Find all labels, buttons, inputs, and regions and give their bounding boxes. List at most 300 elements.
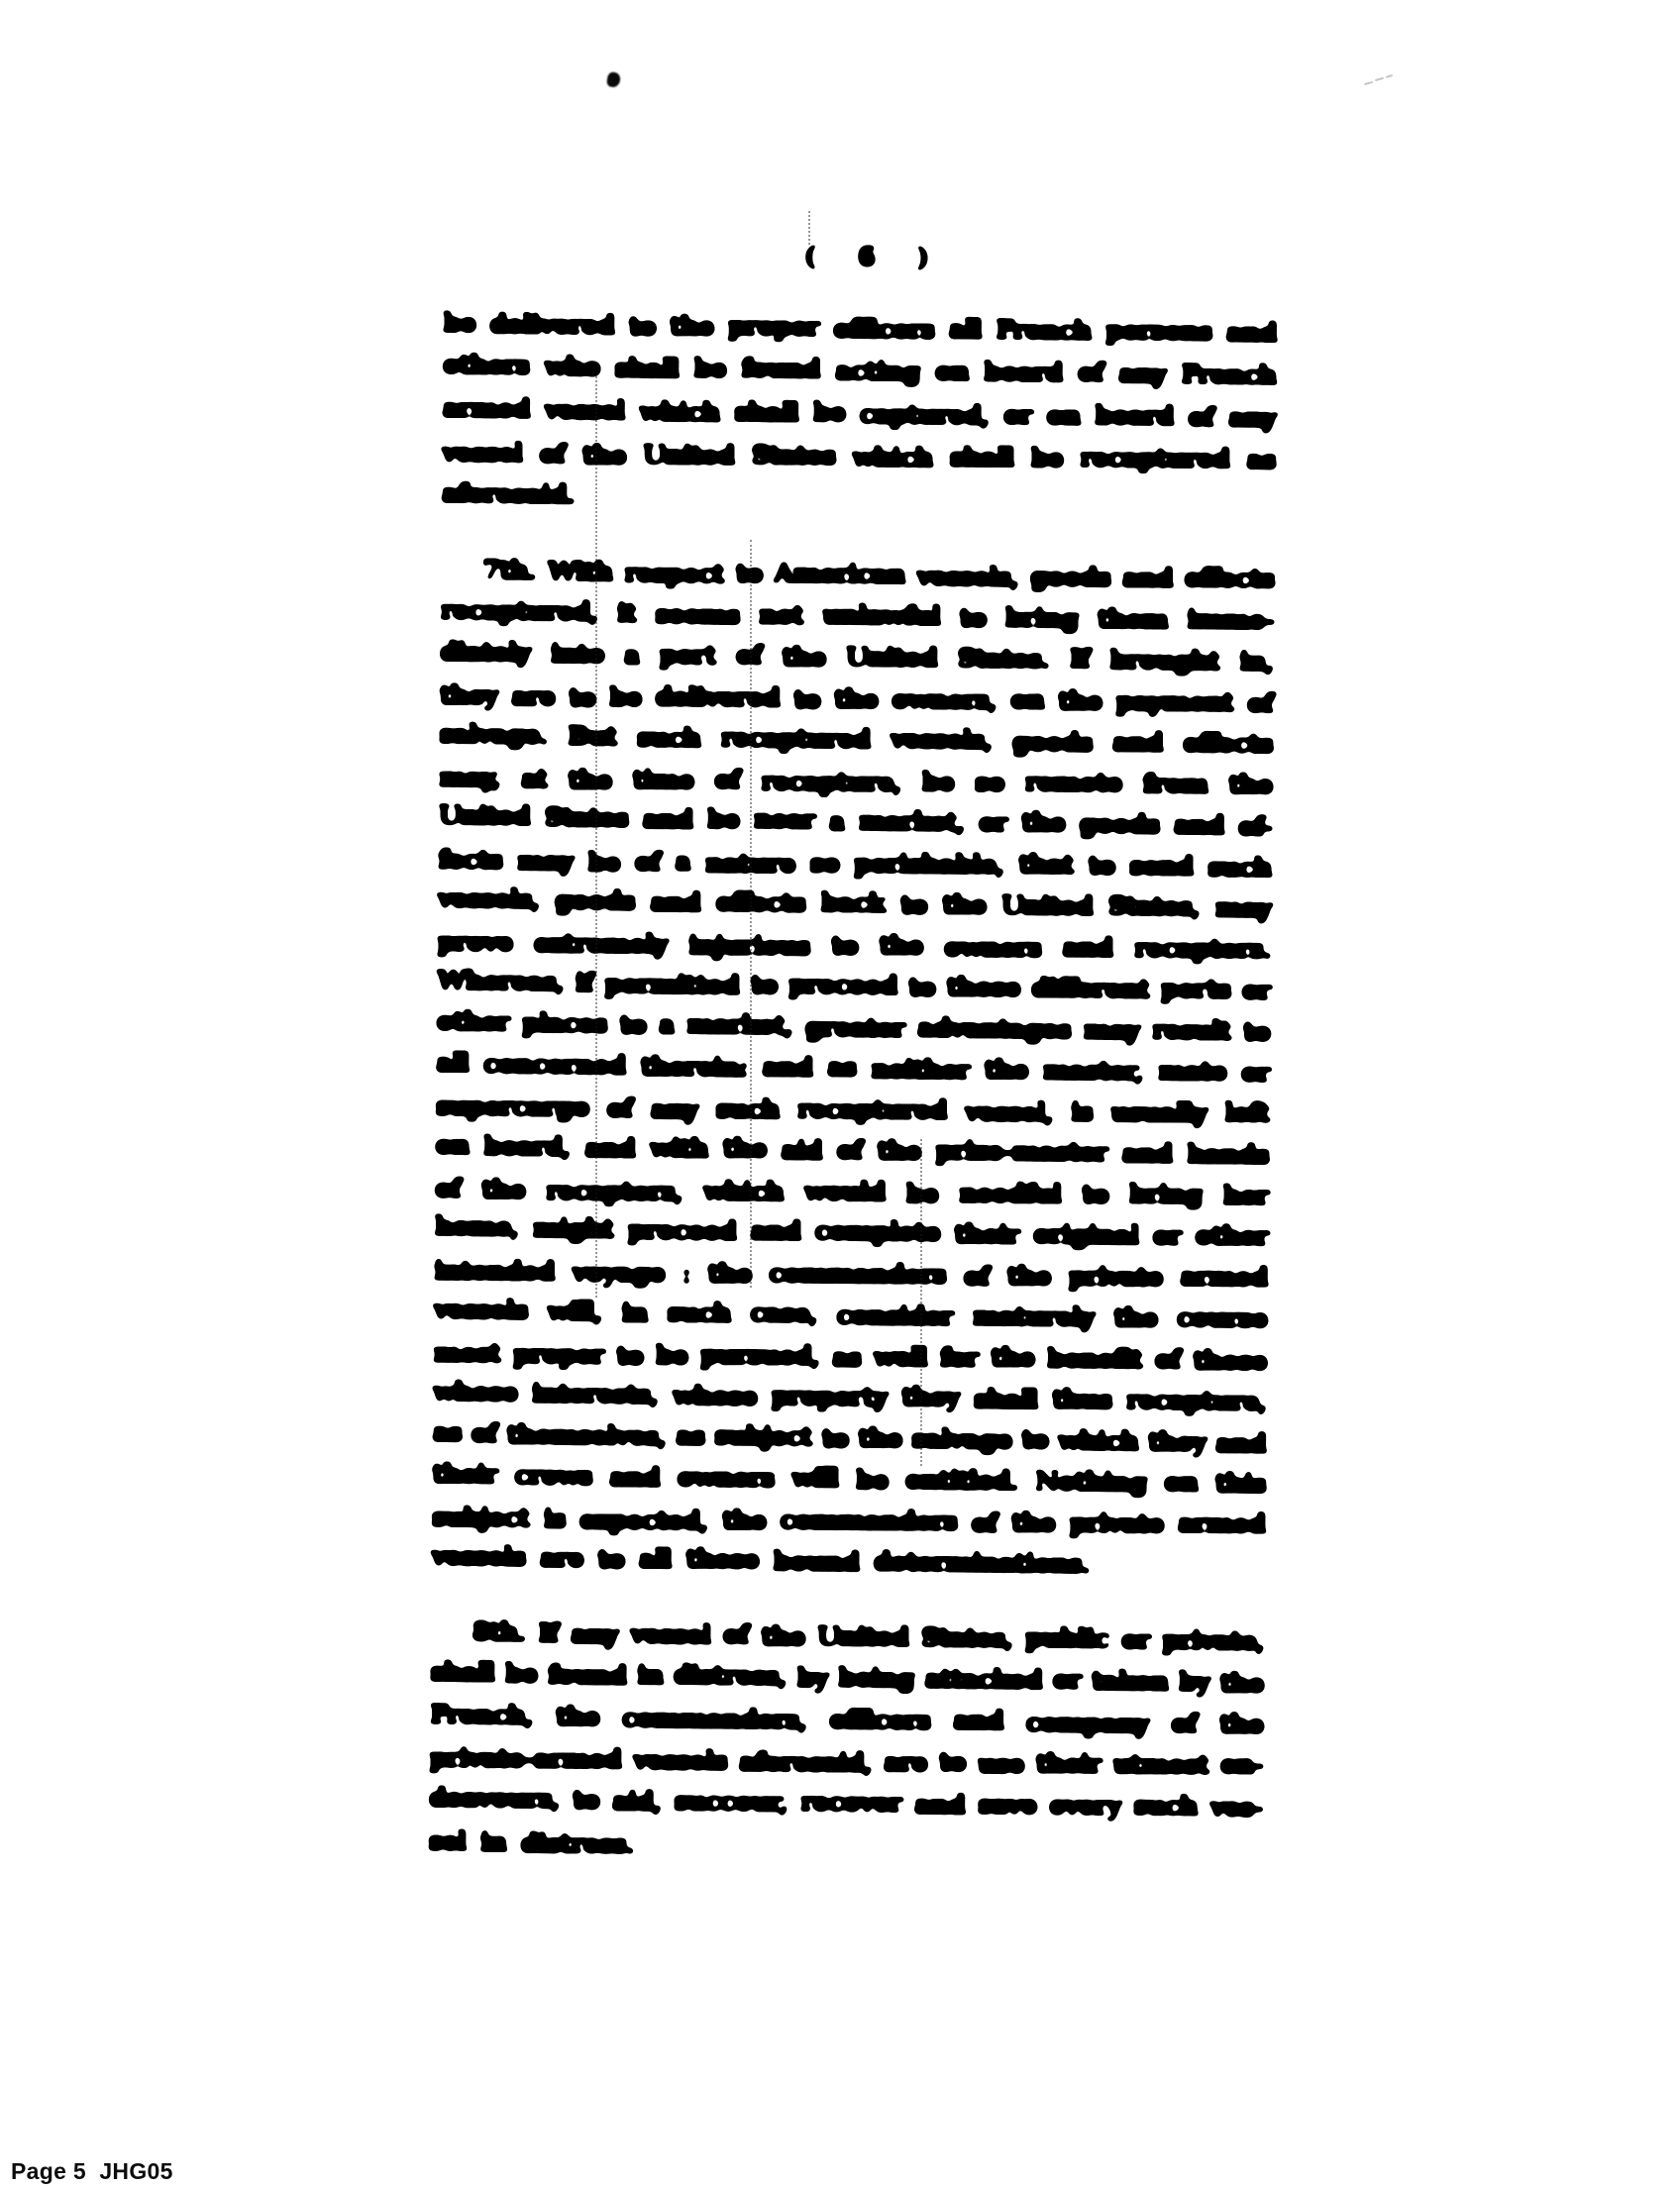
word-blob: as: [675, 1419, 705, 1452]
word-blob: of: [1077, 357, 1104, 389]
word-blob: perishable,: [853, 848, 1004, 881]
text-line: [431, 1536, 1265, 1587]
word-blob: United: [1000, 889, 1094, 922]
word-blob: to: [907, 972, 936, 1003]
word-blob: them: [1097, 603, 1169, 636]
word-blob: United: [642, 440, 735, 471]
word-blob: to: [1087, 850, 1115, 882]
word-blob: ef-: [1237, 811, 1273, 843]
word-blob: or: [1051, 1664, 1082, 1696]
word-blob: any: [1227, 402, 1277, 434]
word-blob: delivered: [654, 680, 781, 713]
word-blob: of: [735, 640, 763, 672]
word-blob: remote: [1023, 766, 1122, 798]
word-blob: be: [1029, 443, 1064, 474]
word-blob: from: [1141, 768, 1208, 800]
word-blob: vessel: [441, 437, 523, 469]
word-blob: be: [586, 846, 621, 879]
word-blob: the: [706, 1258, 752, 1290]
word-blob: :: [682, 1258, 690, 1290]
text-line: [435, 1125, 1269, 1176]
word-blob: injurious: [687, 929, 810, 962]
word-blob: to: [958, 602, 987, 634]
word-blob: being: [837, 1662, 915, 1694]
word-blob: on: [1009, 683, 1045, 716]
word-blob: be: [706, 803, 740, 836]
word-blob: and: [1214, 1427, 1267, 1460]
word-blob: such: [1132, 1790, 1198, 1822]
word-blob: interests,: [531, 1378, 659, 1410]
word-blob: so: [974, 767, 1004, 798]
word-blob: recaptured: [719, 722, 871, 756]
word-blob: and: [1225, 317, 1277, 349]
word-blob: distress.: [520, 1827, 634, 1860]
word-blob: near: [752, 803, 815, 836]
word-blob: subject: [713, 1419, 812, 1452]
word-blob: entitled.: [904, 1464, 1018, 1498]
word-blob: prove: [436, 926, 513, 958]
word-blob: private: [1067, 1261, 1163, 1293]
word-blob: American: [773, 558, 905, 591]
word-blob: prize-master: [934, 1135, 1108, 1169]
word-blob: and: [1173, 809, 1224, 842]
word-blob: are: [510, 680, 556, 712]
word-blob: the: [833, 683, 879, 715]
word-blob: effects: [714, 886, 806, 919]
word-blob: by: [1178, 1666, 1210, 1698]
word-blob: and: [749, 1215, 801, 1248]
word-blob: public: [1024, 1621, 1109, 1654]
word-blob: ports: [1159, 973, 1231, 1005]
word-blob: their: [431, 1458, 498, 1491]
word-blob: consider: [835, 1300, 954, 1333]
word-blob: nature: [703, 847, 795, 880]
text-line: [428, 1778, 1262, 1829]
word-blob: port: [658, 639, 716, 672]
word-blob: the: [857, 1422, 902, 1454]
word-blob: would: [803, 1176, 886, 1207]
word-blob: aid: [780, 1135, 823, 1167]
word-blob: the: [1057, 684, 1102, 717]
word-blob: persons: [1104, 315, 1212, 348]
word-blob: to: [596, 1544, 625, 1576]
word-blob: vessels: [433, 1294, 528, 1326]
open-paren: (: [803, 241, 816, 272]
word-blob: are: [883, 1746, 928, 1778]
word-blob: who: [543, 351, 600, 383]
word-blob: recaptured,: [439, 594, 598, 628]
word-blob: those: [1192, 1344, 1267, 1377]
word-blob: vessels,: [915, 561, 1019, 593]
word-blob: a: [658, 1008, 675, 1040]
word-blob: all: [435, 1047, 470, 1080]
word-blob: delivered: [488, 308, 615, 342]
word-blob: attacked: [923, 1663, 1043, 1696]
word-blob: a: [674, 846, 691, 878]
word-blob: shall: [949, 442, 1014, 474]
word-blob: shall: [613, 353, 680, 385]
word-blob: the: [941, 889, 987, 921]
word-blob: whose: [672, 1380, 758, 1412]
word-blob: permitted: [603, 969, 740, 1001]
word-blob: be: [812, 396, 846, 429]
word-blob: States,: [1106, 890, 1201, 923]
word-blob: the: [1112, 1302, 1158, 1334]
word-blob: market,: [685, 1008, 793, 1041]
word-blob: and: [583, 1132, 636, 1165]
word-blob: such: [636, 722, 701, 755]
word-blob: as: [432, 1416, 463, 1448]
word-blob: places: [521, 1007, 607, 1040]
word-blob: which: [851, 442, 933, 474]
word-blob: With: [547, 556, 613, 588]
word-blob: acting: [834, 356, 920, 388]
word-blob: as: [831, 1341, 862, 1374]
word-blob: French: [995, 314, 1092, 347]
word-blob: recaptors,: [545, 1175, 683, 1207]
word-blob: goods: [1011, 726, 1093, 759]
word-blob: to: [627, 311, 656, 343]
word-blob: be: [442, 307, 476, 340]
word-blob: board: [983, 357, 1063, 389]
word-blob: en-: [1219, 1748, 1264, 1780]
word-blob: of: [1154, 1343, 1181, 1375]
word-blob: to: [820, 1422, 849, 1454]
word-blob: seems: [654, 598, 740, 631]
word-blob: any: [570, 1618, 619, 1650]
word-blob: supercargo: [435, 1091, 589, 1123]
word-blob: be: [655, 1339, 688, 1371]
word-blob: the: [1020, 807, 1066, 839]
paragraph: [431, 551, 1275, 1587]
word-blob: the: [567, 764, 612, 796]
word-blob: States: [543, 801, 629, 834]
word-blob: home,: [434, 1210, 519, 1243]
word-blob: crews: [513, 1460, 592, 1493]
word-blob: 7th.: [481, 555, 537, 586]
document-body-text: [428, 303, 1277, 1870]
word-blob: therein:: [639, 1051, 748, 1084]
word-blob: bring: [1004, 602, 1079, 634]
page-number-header: [803, 238, 927, 278]
word-blob: goods: [1078, 808, 1160, 841]
word-blob: of: [434, 1173, 462, 1204]
text-line: [439, 714, 1273, 765]
word-blob: aforesaid.: [441, 477, 576, 511]
word-blob: use: [977, 1748, 1024, 1780]
word-blob: neither: [870, 1054, 970, 1087]
word-blob: of: [722, 1618, 750, 1650]
word-blob: the: [669, 311, 714, 343]
word-blob: succour,: [673, 1785, 788, 1818]
fold-line-artifact: [595, 376, 597, 1298]
word-blob: United: [845, 642, 938, 675]
word-blob: of: [1170, 1708, 1198, 1739]
word-blob: on: [434, 1129, 470, 1162]
word-blob: of: [713, 764, 741, 795]
word-blob: most: [432, 1337, 501, 1369]
word-blob: if: [574, 967, 594, 999]
word-blob: French: [1180, 359, 1277, 391]
word-blob: the: [878, 929, 923, 962]
word-blob: the: [990, 1341, 1035, 1374]
word-blob: back: [819, 887, 886, 919]
word-blob: to: [568, 681, 596, 713]
word-blob: the: [721, 1132, 767, 1165]
word-blob: greater: [804, 1011, 905, 1044]
text-line: [440, 632, 1274, 682]
word-blob: this: [1213, 1468, 1266, 1500]
word-blob: the: [1218, 1667, 1264, 1700]
word-blob: be: [504, 1657, 538, 1690]
word-blob: their: [953, 1218, 1020, 1251]
word-blob: commanders: [779, 1504, 958, 1537]
word-blob: in,: [1238, 646, 1274, 677]
word-blob: or: [1240, 1057, 1270, 1089]
word-blob: subject: [431, 1502, 530, 1533]
word-blob: of: [970, 1508, 998, 1539]
word-blob: taken: [1091, 1665, 1169, 1698]
word-blob: the: [1218, 1708, 1264, 1740]
word-blob: every: [1048, 1789, 1121, 1822]
word-blob: and: [649, 886, 701, 919]
word-blob: Whereas,: [436, 965, 565, 998]
word-blob: not: [758, 598, 804, 631]
paragraph: [428, 1613, 1264, 1870]
word-blob: the: [1010, 1507, 1056, 1538]
word-blob: found: [740, 353, 821, 385]
word-blob: at: [520, 763, 548, 794]
word-blob: to: [1242, 1016, 1271, 1048]
word-blob: usually: [1109, 1096, 1208, 1129]
text-line: [428, 1822, 1262, 1870]
word-blob: to: [1020, 1423, 1049, 1455]
word-blob: But: [567, 720, 617, 753]
word-blob: or: [1152, 1220, 1182, 1252]
pencil-mark-artifact: [1364, 73, 1406, 89]
word-blob: are: [539, 1542, 583, 1575]
word-blob: be: [608, 681, 642, 713]
word-blob: to: [572, 1784, 600, 1816]
word-blob: States,: [920, 1621, 1013, 1654]
word-blob: well: [873, 1341, 928, 1373]
word-blob: master,: [1041, 1055, 1144, 1088]
word-blob: officers: [828, 1704, 931, 1736]
word-blob: other: [1194, 1220, 1269, 1253]
word-blob: may: [1082, 1014, 1140, 1046]
word-blob: and: [1111, 727, 1164, 759]
word-blob: case,: [749, 1298, 818, 1330]
word-blob: may: [516, 845, 574, 877]
word-blob: vessel: [629, 1618, 711, 1651]
pencil-dash: [1364, 81, 1373, 85]
word-blob: of: [963, 1260, 990, 1293]
word-blob: which: [638, 396, 720, 429]
word-blob: determinations.: [873, 1546, 1091, 1580]
word-blob: effects: [1182, 727, 1274, 760]
word-blob: thus: [1051, 1384, 1112, 1416]
fold-line-artifact: [750, 540, 752, 1288]
page-footer-label: Page 5 JHG05: [11, 2158, 173, 2184]
word-blob: be: [920, 766, 955, 798]
word-blob: be: [904, 1178, 939, 1209]
word-blob: left: [1223, 1096, 1270, 1129]
word-blob: into: [550, 638, 604, 671]
word-blob: recaptured: [1079, 442, 1230, 475]
word-blob: to: [1081, 1179, 1109, 1210]
word-blob: the: [480, 1174, 526, 1205]
word-blob: be: [855, 1465, 889, 1497]
word-blob: If: [537, 1617, 559, 1649]
word-blob: bound: [772, 1546, 860, 1579]
word-blob: brought: [1108, 645, 1220, 677]
word-blob: owners: [676, 1462, 775, 1495]
word-blob: which: [702, 1176, 785, 1207]
word-blob: needful: [958, 1178, 1062, 1210]
word-blob: intended: [433, 1255, 556, 1288]
word-blob: such: [714, 1094, 781, 1125]
word-blob: might: [531, 1212, 614, 1245]
word-blob: of: [835, 1134, 863, 1167]
word-blob: board,: [482, 1130, 571, 1163]
word-blob: or: [1120, 1623, 1150, 1656]
word-blob: which: [1057, 1424, 1139, 1457]
word-blob: payment: [1114, 685, 1234, 718]
word-blob: ves-: [1209, 1791, 1263, 1823]
word-blob: will,: [546, 1296, 602, 1328]
word-blob: salvage: [910, 1422, 1012, 1456]
word-blob: so: [808, 847, 840, 880]
word-blob: and: [761, 1052, 813, 1084]
document-ink-layer: [410, 216, 1296, 1888]
word-blob: for: [939, 1342, 979, 1374]
word-blob: that: [1017, 848, 1074, 881]
word-blob: such: [1207, 852, 1272, 884]
word-blob: any: [1117, 358, 1167, 390]
word-blob: the: [876, 1135, 921, 1167]
word-blob: unlawful: [821, 599, 941, 632]
word-blob: of: [470, 1417, 497, 1449]
word-blob: on: [934, 356, 970, 388]
word-blob: and: [1120, 1138, 1173, 1170]
word-blob: to: [830, 930, 859, 962]
word-blob: advantages: [916, 1011, 1072, 1045]
word-blob: pursued,: [699, 1339, 820, 1372]
word-blob: proper: [727, 310, 819, 344]
word-blob: armed: [1179, 1261, 1268, 1294]
word-blob: of: [1187, 401, 1214, 434]
word-blob: bring: [1128, 1178, 1203, 1210]
word-blob: course: [1176, 1302, 1268, 1335]
word-blob: complete: [813, 1215, 941, 1249]
fold-line-artifact: [920, 1139, 922, 1466]
word-blob: States: [750, 440, 836, 471]
word-blob: concerned: [482, 1048, 626, 1082]
word-blob: in: [479, 1826, 507, 1858]
word-blob: private: [1068, 1508, 1164, 1539]
word-blob: the: [1227, 769, 1273, 800]
word-blob: board: [1094, 400, 1174, 433]
word-blob: recapture,: [760, 766, 901, 798]
word-blob: French,: [429, 1699, 534, 1731]
word-blob: by: [795, 1662, 828, 1694]
word-blob: they: [439, 679, 498, 711]
text-line: [432, 1454, 1266, 1505]
word-blob: vessel: [543, 394, 625, 427]
word-blob: officers: [832, 313, 935, 346]
word-blob: armed: [441, 392, 531, 425]
word-blob: is: [1070, 1096, 1094, 1128]
word-blob: and: [641, 803, 693, 836]
word-blob: to: [749, 969, 778, 1001]
word-blob: to: [938, 1746, 966, 1778]
word-blob: extremely: [533, 927, 668, 960]
word-blob: deavours,: [428, 1782, 561, 1815]
word-blob: as: [826, 1052, 857, 1084]
word-blob: United: [816, 1620, 909, 1653]
word-blob: shall: [973, 1384, 1038, 1416]
word-blob: to: [899, 889, 928, 921]
word-blob: benefit: [1046, 1342, 1143, 1375]
word-blob: salvage.: [438, 718, 548, 751]
word-blob: as: [1245, 445, 1276, 476]
word-blob: a: [828, 806, 845, 838]
word-blob: aforesaid,: [738, 1746, 873, 1779]
word-blob: the: [781, 642, 826, 674]
word-blob: 8th.: [472, 1615, 526, 1648]
text-line: [433, 1290, 1267, 1340]
word-blob: all: [638, 1543, 672, 1576]
paragraph: [441, 303, 1277, 524]
word-blob: the: [1005, 1260, 1051, 1292]
word-blob: of: [633, 846, 661, 878]
word-blob: is: [543, 1503, 566, 1534]
word-blob: send: [1128, 850, 1194, 883]
word-blob: result: [1151, 1014, 1231, 1047]
close-paren: ): [916, 242, 928, 273]
word-blob: proceed: [788, 969, 897, 1001]
word-blob: on: [1045, 400, 1081, 432]
word-blob: a: [623, 640, 640, 672]
word-blob: shall: [733, 396, 799, 429]
word-blob: others: [442, 349, 530, 381]
word-blob: distress,: [673, 1659, 788, 1692]
word-blob: recaptors.: [1133, 932, 1272, 965]
word-blob: the: [555, 1701, 600, 1732]
word-blob: with: [649, 1132, 709, 1165]
word-blob: and: [952, 1705, 1004, 1736]
word-blob: Nothing: [1034, 1466, 1147, 1499]
word-blob: private-armed: [428, 1742, 622, 1775]
word-blob: company: [1025, 1707, 1149, 1739]
word-blob: maturely: [971, 1301, 1095, 1333]
word-blob: voyage: [571, 1256, 666, 1289]
text-line: [442, 387, 1276, 440]
word-blob: themselves,: [505, 1418, 667, 1452]
word-blob: on: [1163, 1467, 1199, 1499]
word-blob: vessels,: [890, 723, 993, 757]
word-blob: respect: [623, 558, 724, 590]
word-blob: the: [581, 440, 627, 471]
word-blob: sel: [428, 1825, 467, 1857]
word-blob: may,: [438, 762, 501, 793]
word-blob: commanders: [768, 1257, 947, 1291]
word-blob: and: [913, 1789, 966, 1821]
word-blob: goods: [554, 885, 636, 917]
word-blob: or: [1002, 399, 1033, 432]
word-blob: such: [666, 1298, 731, 1329]
word-blob: the: [760, 1620, 805, 1652]
